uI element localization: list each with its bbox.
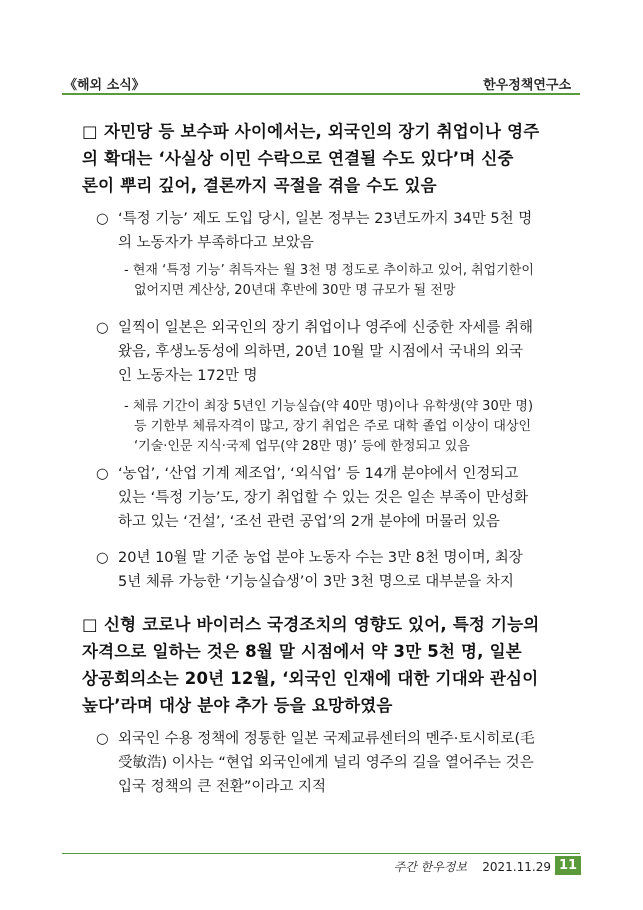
section-heading-line: 높다’라며 대상 분야 추가 등을 요망하였음 [82, 696, 393, 715]
checkbox-square-icon: □ [82, 615, 98, 634]
section-heading-line: 의 확대는 ‘사실상 이민 수락으로 연결될 수도 있다’며 신중 [82, 149, 514, 168]
header-divider [62, 93, 580, 95]
bullet-item-4 [96, 546, 578, 594]
checkbox-square-icon: □ [82, 122, 98, 141]
header-category: 《해외 소식》 [64, 78, 145, 93]
footer-publication [394, 858, 551, 875]
bullet-line: 입국 정책의 큰 전환”이라고 지적 [118, 779, 327, 795]
bullet-item-3 [96, 462, 578, 534]
bullet-line: ‘특정 기능’ 제도 도입 당시, 일본 정부는 23년도까지 34만 5천 명 [118, 211, 533, 227]
bullet-item-5 [96, 727, 578, 799]
circle-bullet-icon: ○ [96, 466, 109, 482]
bullet-item-2 [96, 316, 578, 388]
section-heading-1 [82, 118, 582, 199]
section-heading-2 [82, 611, 582, 719]
section-heading-line: 자민당 등 보수파 사이에서는, 외국인의 장기 취업이나 영주 [104, 122, 540, 141]
subnote-line: ‘기술·인문 지식·국제 업무(약 28만 명)’ 등에 한정되고 있음 [134, 439, 470, 454]
section-heading-line: 자격으로 일하는 것은 8월 말 시점에서 약 3만 5천 명, 일본 [82, 642, 522, 661]
bullet-line: 하고 있는 ‘건설’, ‘조선 관련 공업’의 2개 분야에 머물러 있음 [118, 514, 500, 530]
subnote-line: - 현재 ‘특정 기능’ 취득자는 월 3천 명 정도로 추이하고 있어, 취업기한이 [124, 263, 534, 278]
subnote-line: - 체류 기간이 최장 5년인 기능실습(약 40만 명)이나 유학생(약 30만 명) [124, 399, 534, 414]
bullet-line: 외국인 수용 정책에 정통한 일본 국제교류센터의 멘주·토시히로(毛 [118, 731, 535, 747]
circle-bullet-icon: ○ [96, 320, 109, 336]
bullet-line: ‘농업’, ‘산업 기계 제조업’, ‘외식업’ 등 14개 분야에서 인정되고 [118, 466, 519, 482]
bullet-line: 왔음, 후생노동성에 의하면, 20년 10월 말 시점에서 국내의 외국 [118, 344, 524, 360]
bullet-item-1 [96, 207, 578, 255]
footer-divider [62, 853, 580, 854]
subnote-1 [124, 261, 580, 301]
bullet-line: 있는 ‘특정 기능’도, 장기 취업할 수 있는 것은 일손 부족이 만성화 [118, 490, 529, 506]
bullet-line: 인 노동자는 172만 명 [118, 368, 258, 384]
subnote-2 [124, 397, 580, 457]
circle-bullet-icon: ○ [96, 550, 109, 566]
bullet-line: 5년 체류 가능한 ‘기능실습생’이 3만 3천 명으로 대부분을 차지 [118, 574, 514, 590]
bullet-line: 受敏浩) 이사는 “현업 외국인에게 널리 영주의 길을 열어주는 것은 [118, 755, 534, 771]
subnote-line: 등 기한부 체류자격이 많고, 장기 취업은 주로 대학 졸업 이상이 대상인 [134, 419, 532, 434]
circle-bullet-icon: ○ [96, 211, 109, 227]
page-number: 11 [555, 856, 581, 875]
section-heading-line: 신형 코로나 바이러스 국경조치의 영향도 있어, 특정 기능의 [104, 615, 540, 634]
circle-bullet-icon: ○ [96, 731, 109, 747]
bullet-line: 일찍이 일본은 외국인의 장기 취업이나 영주에 신중한 자세를 취해 [118, 320, 534, 336]
subnote-line: 없어지면 계산상, 20년대 후반에 30만 명 규모가 될 전망 [134, 283, 456, 298]
bullet-line: 의 노동자가 부족하다고 보았음 [118, 235, 314, 251]
section-heading-line: 상공회의소는 20년 12월, ‘외국인 인재에 대한 기대와 관심이 [82, 669, 539, 688]
footer-publication-name: 주간 한우정보 [393, 860, 468, 874]
bullet-line: 20년 10월 말 기준 농업 분야 노동자 수는 3만 8천 명이며, 최장 [118, 550, 523, 566]
header-publisher: 한우정책연구소 [483, 78, 571, 93]
footer-date: 2021.11.29 [482, 860, 551, 874]
section-heading-line: 론이 뿌리 깊어, 결론까지 곡절을 겪을 수도 있음 [82, 176, 437, 195]
